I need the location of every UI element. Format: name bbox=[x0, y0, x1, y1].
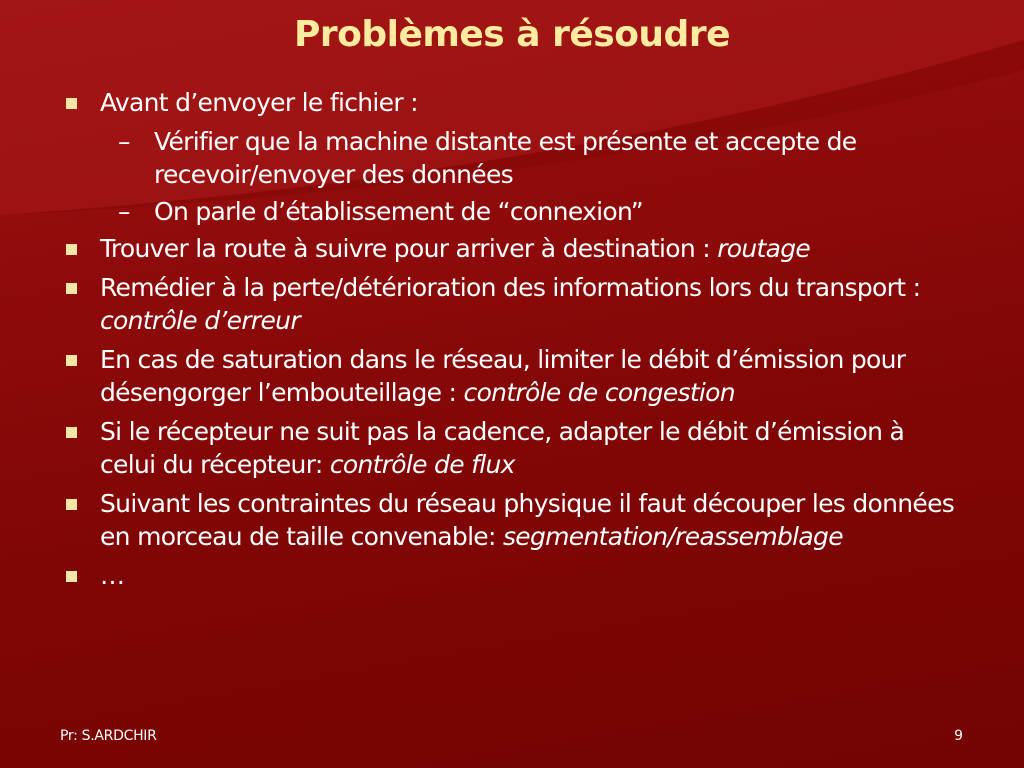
list-item-emphasis: contrôle de congestion bbox=[463, 378, 735, 407]
sub-list-item bbox=[100, 125, 962, 191]
list-item bbox=[62, 487, 962, 553]
list-item-text: Avant d’envoyer le fichier : bbox=[100, 88, 418, 117]
square-bullet-icon bbox=[66, 244, 77, 255]
list-item bbox=[62, 232, 962, 265]
list-item-emphasis: routage bbox=[717, 234, 811, 263]
list-item bbox=[62, 415, 962, 481]
slide-title: Problèmes à résoudre bbox=[293, 14, 730, 55]
page-number: 9 bbox=[954, 728, 963, 744]
sub-list-item-text: On parle d’établissement de “connexion” bbox=[154, 197, 644, 226]
list-item-text: Remédier à la perte/détérioration des informations lors du transport : bbox=[100, 273, 921, 302]
square-bullet-icon bbox=[66, 283, 77, 294]
list-item bbox=[62, 343, 962, 409]
list-item bbox=[62, 86, 962, 119]
square-bullet-icon bbox=[66, 571, 77, 582]
list-item-emphasis: contrôle de flux bbox=[329, 450, 515, 479]
list-item-text: Suivant les contraintes du réseau physique il faut découper les données en morceau de taille convenable: bbox=[100, 489, 955, 551]
dash-bullet-icon: – bbox=[118, 197, 130, 226]
list-item bbox=[62, 559, 962, 592]
square-bullet-icon bbox=[66, 98, 77, 109]
list-item-text: Si le récepteur ne suit pas la cadence, adapter le débit d’émission à celui du récepteur: bbox=[100, 417, 905, 479]
footer-author: Pr: S.ARDCHIR bbox=[60, 728, 157, 744]
list-item-text: … bbox=[100, 561, 125, 590]
list-item-emphasis: segmentation/reassemblage bbox=[502, 522, 843, 551]
sub-list-item-text: Vérifier que la machine distante est présente et accepte de recevoir/envoyer des données bbox=[154, 127, 857, 189]
square-bullet-icon bbox=[66, 499, 77, 510]
list-item-text: Trouver la route à suivre pour arriver à destination : bbox=[100, 234, 718, 263]
dash-bullet-icon: – bbox=[118, 127, 130, 156]
list-item-emphasis: contrôle d’erreur bbox=[100, 306, 300, 335]
square-bullet-icon bbox=[66, 427, 77, 438]
sub-list-item bbox=[100, 195, 962, 228]
list-item bbox=[62, 271, 962, 337]
bullet-list bbox=[62, 86, 962, 598]
list-item-text: En cas de saturation dans le réseau, limiter le débit d’émission pour désengorger l’embouteillage : bbox=[100, 345, 906, 407]
square-bullet-icon bbox=[66, 355, 77, 366]
